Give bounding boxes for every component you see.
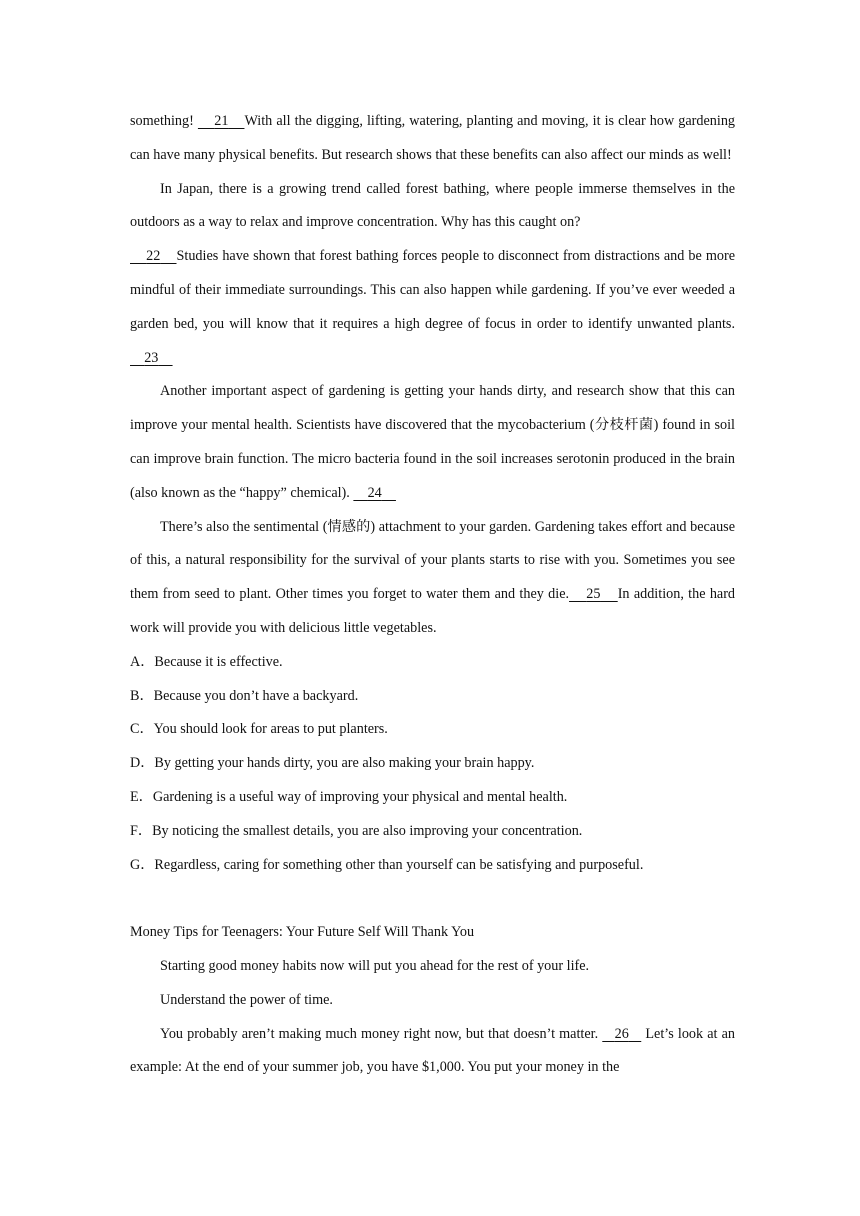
- paragraph-text: Studies have shown that forest bathing forces people to disconnect from distractions and be more mindful of their immediate surroundings. This can also happen while gardening. If you’ve ever weeded a garden bed, you will know that it requires a high degree of focus in order to identify unwanted plants.: [130, 248, 735, 332]
- section-spacer: [130, 882, 735, 916]
- paragraph-1: [130, 105, 735, 173]
- blank-22: 22: [146, 248, 161, 265]
- paragraph-text: In addition, the hard work will provide you with delicious little vegetables.: [130, 586, 736, 636]
- paragraph-text: Another important aspect of gardening is getting your hands dirty, and research show that this can improve your mental health. Scientists have discovered that the mycobacterium (分枝杆菌) found in soil can improve brain function. The micro bacteria found in the soil increases serotonin produced in the brain (also known as the “happy” chemical).: [130, 383, 735, 501]
- paragraph-text: There’s also the sentimental (情感的) attachment to your garden. Gardening takes effort and because of this, a natural responsibility for the survival of your plants starts to rise with you. Sometimes you see them from seed to plant. Other times you forget to water them and they die.: [130, 518, 735, 603]
- paragraph-2: [130, 173, 735, 376]
- document-page: [130, 105, 735, 1085]
- blank-26: 26: [614, 1025, 629, 1042]
- option-b: B．Because you don’t have a backyard.: [130, 687, 359, 704]
- paragraph-text: Let’s look at an example: At the end of your summer job, you have $1,000. You put your money in the: [130, 1025, 735, 1076]
- paragraph-7: [130, 1018, 735, 1086]
- paragraph-text: With all the digging, lifting, watering, planting and moving, it is clear how gardening can have many physical benefits. But research shows that these benefits can also affect our minds as well!: [130, 113, 736, 163]
- option-g: G．Regardless, caring for something other than yourself can be satisfying and purposeful.: [130, 856, 644, 873]
- option-d: D．By getting your hands dirty, you are also making your brain happy.: [130, 755, 535, 772]
- paragraph-3: [130, 375, 735, 510]
- blank-21: 21: [214, 113, 229, 129]
- option-c: C．You should look for areas to put planters.: [130, 721, 388, 738]
- blank-24: 24: [367, 484, 382, 501]
- paragraph-6: Understand the power of time.: [160, 991, 333, 1008]
- option-a: A．Because it is effective.: [130, 653, 283, 670]
- paragraph-text: something!: [130, 113, 198, 129]
- paragraph-5: Starting good money habits now will put you ahead for the rest of your life.: [160, 957, 590, 974]
- paragraph-4: [130, 511, 735, 646]
- blank-25: 25: [586, 586, 601, 603]
- paragraph-text: In Japan, there is a growing trend called forest bathing, where people immerse themselves in the outdoors as a way to relax and improve concentration. Why has this caught on?: [130, 180, 735, 231]
- blank-23: 23: [144, 349, 159, 366]
- option-e: E．Gardening is a useful way of improving your physical and mental health.: [130, 788, 568, 805]
- option-f: F．By noticing the smallest details, you are also improving your concentration.: [130, 822, 583, 839]
- paragraph-text: You probably aren’t making much money right now, but that doesn’t matter.: [160, 1025, 603, 1042]
- passage-title: Money Tips for Teenagers: Your Future Self Will Thank You: [130, 924, 475, 941]
